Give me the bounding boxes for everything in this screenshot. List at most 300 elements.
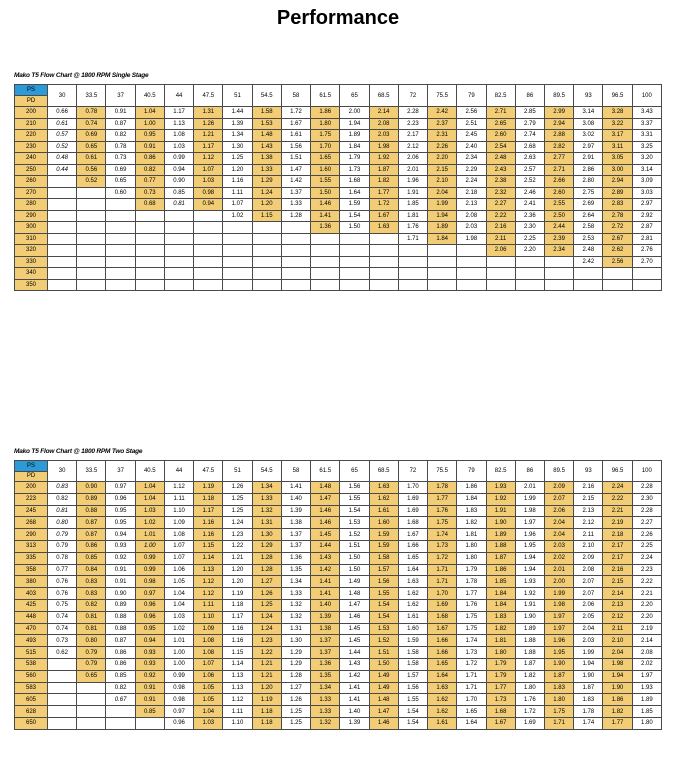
flow-value-cell: 0.86: [77, 540, 106, 552]
flow-value-cell: 1.88: [515, 647, 544, 659]
flow-value-cell: [632, 268, 661, 280]
flow-value-cell: 1.91: [486, 505, 515, 517]
flow-value-cell: 1.88: [486, 540, 515, 552]
ps-pd-corner-cell: [15, 85, 48, 107]
flow-value-cell: 1.80: [515, 682, 544, 694]
flow-value-cell: 3.37: [632, 118, 661, 130]
pd-label: PD: [15, 96, 47, 106]
flow-value-cell: 1.87: [486, 552, 515, 564]
flow-value-cell: 1.02: [223, 210, 252, 222]
pd-value-cell: 605: [15, 694, 48, 706]
flow-value-cell: 0.77: [48, 564, 77, 576]
flow-value-cell: 0.94: [106, 529, 135, 541]
flow-value-cell: 1.39: [281, 505, 310, 517]
ps-column-header: 30: [48, 85, 77, 107]
flow-value-cell: 1.84: [340, 141, 369, 153]
flow-value-cell: [135, 233, 164, 245]
flow-value-cell: 1.84: [486, 599, 515, 611]
flow-value-cell: 1.58: [398, 647, 427, 659]
flow-value-cell: 1.72: [515, 706, 544, 718]
flow-value-cell: 1.12: [194, 576, 223, 588]
flow-value-cell: [311, 279, 340, 291]
flow-value-cell: 1.70: [398, 482, 427, 494]
flow-value-cell: 1.03: [164, 611, 193, 623]
flow-value-cell: 2.18: [457, 187, 486, 199]
flow-value-cell: [281, 233, 310, 245]
flow-value-cell: 1.54: [369, 611, 398, 623]
flow-value-cell: [77, 245, 106, 257]
flow-value-cell: [48, 682, 77, 694]
flow-value-cell: 1.75: [457, 611, 486, 623]
flow-value-cell: 0.62: [48, 647, 77, 659]
flow-value-cell: 1.09: [164, 517, 193, 529]
flow-value-cell: 1.13: [223, 670, 252, 682]
two-stage-flow-table: [14, 460, 662, 730]
flow-value-cell: 1.05: [194, 694, 223, 706]
flow-value-cell: 2.11: [574, 529, 603, 541]
flow-value-cell: 0.88: [77, 505, 106, 517]
flow-value-cell: 2.08: [574, 564, 603, 576]
flow-value-cell: [486, 268, 515, 280]
flow-value-cell: [164, 210, 193, 222]
flow-value-cell: 1.11: [223, 187, 252, 199]
flow-value-cell: [486, 279, 515, 291]
flow-value-cell: 2.89: [603, 187, 632, 199]
flow-value-cell: [428, 268, 457, 280]
page-title: Performance: [276, 7, 400, 29]
flow-value-cell: 2.60: [486, 130, 515, 142]
pd-value-cell: 223: [15, 493, 48, 505]
table-row: [15, 199, 662, 211]
flow-value-cell: 2.16: [603, 564, 632, 576]
flow-value-cell: 0.85: [77, 552, 106, 564]
flow-value-cell: [515, 279, 544, 291]
flow-value-cell: 1.26: [281, 694, 310, 706]
flow-value-cell: 1.23: [223, 529, 252, 541]
flow-value-cell: 1.25: [223, 153, 252, 165]
pd-value-cell: 330: [15, 256, 48, 268]
flow-value-cell: 1.59: [369, 529, 398, 541]
pd-label: PD: [15, 472, 47, 482]
flow-value-cell: 1.90: [515, 611, 544, 623]
flow-value-cell: 2.15: [603, 576, 632, 588]
flow-value-cell: [48, 268, 77, 280]
flow-value-cell: 2.10: [603, 635, 632, 647]
flow-value-cell: 1.15: [223, 647, 252, 659]
flow-value-cell: 0.93: [135, 658, 164, 670]
flow-value-cell: 1.15: [194, 540, 223, 552]
flow-value-cell: [311, 256, 340, 268]
flow-value-cell: 1.64: [340, 187, 369, 199]
flow-value-cell: 2.00: [544, 576, 573, 588]
flow-value-cell: 1.41: [311, 576, 340, 588]
flow-value-cell: 1.94: [515, 552, 544, 564]
flow-value-cell: 1.36: [311, 222, 340, 234]
flow-value-cell: [369, 233, 398, 245]
flow-value-cell: 1.98: [369, 141, 398, 153]
flow-value-cell: 1.83: [486, 611, 515, 623]
flow-value-cell: 1.63: [398, 576, 427, 588]
flow-value-cell: 1.67: [398, 529, 427, 541]
flow-value-cell: [48, 176, 77, 188]
flow-value-cell: 0.57: [48, 130, 77, 142]
flow-value-cell: 1.60: [398, 623, 427, 635]
flow-value-cell: 1.25: [252, 599, 281, 611]
flow-value-cell: 1.04: [164, 599, 193, 611]
flow-value-cell: 2.12: [574, 517, 603, 529]
flow-value-cell: 3.17: [603, 130, 632, 142]
flow-value-cell: 1.20: [252, 199, 281, 211]
flow-value-cell: 0.83: [77, 576, 106, 588]
flow-value-cell: [48, 694, 77, 706]
flow-value-cell: 1.98: [515, 505, 544, 517]
flow-value-cell: 0.56: [77, 164, 106, 176]
flow-value-cell: 2.68: [515, 141, 544, 153]
flow-value-cell: 1.35: [281, 564, 310, 576]
flow-value-cell: 1.12: [164, 482, 193, 494]
flow-value-cell: 1.73: [457, 647, 486, 659]
flow-value-cell: 1.12: [223, 694, 252, 706]
flow-value-cell: 0.97: [135, 588, 164, 600]
flow-value-cell: 1.44: [311, 540, 340, 552]
flow-value-cell: 2.40: [457, 141, 486, 153]
flow-value-cell: 0.98: [135, 576, 164, 588]
flow-value-cell: 1.84: [428, 233, 457, 245]
flow-value-cell: 1.36: [281, 552, 310, 564]
flow-value-cell: [106, 199, 135, 211]
flow-value-cell: 2.87: [632, 222, 661, 234]
flow-value-cell: [223, 233, 252, 245]
flow-value-cell: 1.65: [457, 706, 486, 718]
flow-value-cell: 2.06: [574, 599, 603, 611]
flow-value-cell: 0.98: [164, 682, 193, 694]
flow-value-cell: 2.69: [574, 199, 603, 211]
flow-value-cell: 1.18: [252, 717, 281, 729]
flow-value-cell: 2.27: [632, 517, 661, 529]
flow-value-cell: 1.46: [311, 199, 340, 211]
flow-value-cell: 1.41: [281, 482, 310, 494]
flow-value-cell: 1.86: [486, 564, 515, 576]
flow-value-cell: 3.31: [632, 130, 661, 142]
flow-value-cell: 1.70: [311, 141, 340, 153]
flow-value-cell: 2.02: [632, 658, 661, 670]
flow-value-cell: 1.73: [340, 164, 369, 176]
flow-value-cell: 0.87: [77, 529, 106, 541]
flow-value-cell: 1.39: [223, 118, 252, 130]
flow-value-cell: 2.42: [428, 107, 457, 119]
flow-value-cell: 2.42: [574, 256, 603, 268]
flow-value-cell: 2.25: [515, 233, 544, 245]
flow-value-cell: 1.07: [194, 658, 223, 670]
ps-column-header: 40.5: [135, 85, 164, 107]
flow-value-cell: 0.96: [164, 717, 193, 729]
flow-value-cell: 2.37: [428, 118, 457, 130]
ps-column-header: 75.5: [428, 461, 457, 482]
flow-value-cell: 1.77: [369, 187, 398, 199]
flow-value-cell: 1.75: [428, 517, 457, 529]
flow-value-cell: 1.76: [428, 505, 457, 517]
flow-value-cell: [428, 279, 457, 291]
flow-value-cell: 1.06: [164, 564, 193, 576]
flow-value-cell: [77, 199, 106, 211]
flow-value-cell: 1.45: [340, 623, 369, 635]
flow-value-cell: 1.11: [164, 493, 193, 505]
flow-value-cell: 1.64: [398, 564, 427, 576]
ps-column-header: 44: [164, 461, 193, 482]
flow-value-cell: [48, 187, 77, 199]
flow-value-cell: 1.10: [164, 505, 193, 517]
flow-value-cell: 2.17: [603, 540, 632, 552]
flow-value-cell: 1.28: [252, 564, 281, 576]
flow-value-cell: 2.16: [574, 482, 603, 494]
flow-value-cell: 0.99: [164, 153, 193, 165]
flow-value-cell: 1.53: [252, 118, 281, 130]
flow-value-cell: 0.96: [135, 599, 164, 611]
flow-value-cell: 2.54: [486, 141, 515, 153]
flow-value-cell: 2.14: [632, 635, 661, 647]
flow-value-cell: 1.71: [457, 670, 486, 682]
flow-value-cell: 1.94: [603, 670, 632, 682]
flow-value-cell: 0.81: [48, 505, 77, 517]
flow-value-cell: 1.38: [252, 153, 281, 165]
flow-value-cell: [48, 222, 77, 234]
flow-value-cell: 1.52: [340, 529, 369, 541]
flow-value-cell: 2.39: [544, 233, 573, 245]
flow-value-cell: 2.53: [574, 233, 603, 245]
flow-value-cell: 1.67: [486, 717, 515, 729]
flow-value-cell: 1.56: [369, 576, 398, 588]
flow-value-cell: 0.83: [77, 588, 106, 600]
pd-value-cell: 515: [15, 647, 48, 659]
flow-value-cell: [311, 268, 340, 280]
flow-value-cell: 2.58: [574, 222, 603, 234]
pd-value-cell: 470: [15, 623, 48, 635]
flow-value-cell: [252, 245, 281, 257]
flow-value-cell: 0.93: [106, 540, 135, 552]
flow-value-cell: 1.89: [632, 694, 661, 706]
flow-value-cell: [252, 256, 281, 268]
flow-value-cell: 1.33: [252, 493, 281, 505]
flow-value-cell: 1.05: [164, 576, 193, 588]
flow-value-cell: [369, 245, 398, 257]
flow-value-cell: [457, 245, 486, 257]
flow-value-cell: 1.03: [164, 141, 193, 153]
flow-value-cell: 2.04: [428, 187, 457, 199]
flow-value-cell: 0.76: [48, 588, 77, 600]
flow-value-cell: 1.22: [252, 647, 281, 659]
flow-value-cell: [135, 279, 164, 291]
flow-value-cell: 1.93: [486, 482, 515, 494]
flow-value-cell: 1.46: [369, 717, 398, 729]
flow-value-cell: 1.22: [223, 540, 252, 552]
flow-value-cell: 1.96: [398, 176, 427, 188]
flow-value-cell: 1.00: [135, 118, 164, 130]
flow-value-cell: 0.89: [106, 599, 135, 611]
flow-value-cell: 2.72: [603, 222, 632, 234]
flow-value-cell: 1.68: [428, 611, 457, 623]
flow-value-cell: 0.74: [48, 611, 77, 623]
flow-value-cell: 1.07: [164, 540, 193, 552]
flow-value-cell: 2.67: [603, 233, 632, 245]
flow-value-cell: 0.78: [77, 107, 106, 119]
flow-value-cell: 2.97: [632, 199, 661, 211]
flow-value-cell: 2.13: [574, 505, 603, 517]
flow-value-cell: 1.38: [311, 623, 340, 635]
flow-value-cell: 1.58: [398, 658, 427, 670]
table-row: [15, 176, 662, 188]
flow-value-cell: 1.39: [340, 717, 369, 729]
flow-value-cell: [486, 256, 515, 268]
flow-value-cell: 2.15: [428, 164, 457, 176]
flow-value-cell: 1.48: [252, 130, 281, 142]
flow-value-cell: 2.76: [632, 245, 661, 257]
flow-value-cell: 1.21: [194, 130, 223, 142]
flow-value-cell: 1.62: [428, 694, 457, 706]
table-row: [15, 164, 662, 176]
flow-value-cell: 1.05: [194, 682, 223, 694]
pd-value-cell: 270: [15, 187, 48, 199]
flow-value-cell: 0.83: [48, 482, 77, 494]
flow-value-cell: 0.65: [106, 176, 135, 188]
flow-value-cell: 1.69: [428, 599, 457, 611]
flow-value-cell: 2.74: [515, 130, 544, 142]
flow-value-cell: 2.30: [515, 222, 544, 234]
flow-value-cell: 3.09: [632, 176, 661, 188]
flow-value-cell: [164, 256, 193, 268]
flow-value-cell: 1.51: [281, 153, 310, 165]
table-row: [15, 623, 662, 635]
table-row: [15, 107, 662, 119]
flow-value-cell: 1.46: [311, 517, 340, 529]
flow-value-cell: 2.22: [603, 493, 632, 505]
flow-value-cell: [281, 279, 310, 291]
flow-value-cell: 1.59: [340, 199, 369, 211]
flow-value-cell: 1.31: [281, 623, 310, 635]
flow-value-cell: 1.16: [194, 529, 223, 541]
flow-value-cell: 2.08: [632, 647, 661, 659]
flow-value-cell: [48, 706, 77, 718]
flow-value-cell: 2.31: [428, 130, 457, 142]
table-row: [15, 529, 662, 541]
flow-value-cell: [48, 279, 77, 291]
ps-column-header: 100: [632, 85, 661, 107]
flow-value-cell: 1.17: [223, 611, 252, 623]
pd-value-cell: 280: [15, 199, 48, 211]
flow-value-cell: 1.43: [252, 141, 281, 153]
flow-value-cell: 3.14: [574, 107, 603, 119]
flow-value-cell: 0.73: [135, 187, 164, 199]
flow-value-cell: 2.44: [544, 222, 573, 234]
flow-value-cell: 0.92: [135, 670, 164, 682]
flow-value-cell: 1.96: [515, 529, 544, 541]
table-row: [15, 706, 662, 718]
flow-value-cell: 2.06: [486, 245, 515, 257]
flow-value-cell: 0.86: [106, 658, 135, 670]
flow-value-cell: 1.90: [574, 670, 603, 682]
flow-value-cell: 0.95: [135, 623, 164, 635]
flow-value-cell: [515, 256, 544, 268]
single-stage-flow-table: [14, 84, 662, 291]
flow-value-cell: [281, 268, 310, 280]
flow-value-cell: [194, 222, 223, 234]
flow-value-cell: 1.34: [281, 576, 310, 588]
flow-value-cell: 1.27: [252, 576, 281, 588]
flow-value-cell: 1.78: [574, 706, 603, 718]
flow-value-cell: 1.71: [544, 717, 573, 729]
flow-value-cell: [223, 222, 252, 234]
flow-value-cell: 0.87: [106, 118, 135, 130]
flow-value-cell: 0.80: [48, 517, 77, 529]
flow-value-cell: 1.25: [281, 706, 310, 718]
flow-value-cell: [48, 670, 77, 682]
flow-value-cell: 2.24: [632, 552, 661, 564]
flow-value-cell: 1.58: [252, 107, 281, 119]
flow-value-cell: 1.94: [428, 210, 457, 222]
flow-value-cell: 1.39: [311, 611, 340, 623]
flow-value-cell: 3.14: [632, 164, 661, 176]
flow-value-cell: 2.45: [457, 130, 486, 142]
flow-value-cell: 1.88: [515, 635, 544, 647]
flow-value-cell: 1.82: [603, 706, 632, 718]
flow-value-cell: 1.37: [281, 540, 310, 552]
flow-value-cell: 1.24: [252, 187, 281, 199]
flow-value-cell: 0.87: [77, 517, 106, 529]
flow-value-cell: 2.28: [398, 107, 427, 119]
flow-value-cell: 1.94: [574, 658, 603, 670]
flow-value-cell: 2.48: [574, 245, 603, 257]
flow-value-cell: 1.26: [252, 588, 281, 600]
flow-value-cell: [632, 279, 661, 291]
table-row: [15, 635, 662, 647]
flow-value-cell: [223, 245, 252, 257]
flow-value-cell: [77, 187, 106, 199]
flow-value-cell: 1.69: [515, 717, 544, 729]
flow-value-cell: 2.62: [603, 245, 632, 257]
flow-value-cell: 2.46: [515, 187, 544, 199]
flow-value-cell: 2.30: [632, 493, 661, 505]
table-row: [15, 717, 662, 729]
flow-value-cell: 1.51: [369, 647, 398, 659]
flow-value-cell: 1.50: [340, 564, 369, 576]
ps-column-header: 86: [515, 85, 544, 107]
flow-value-cell: 1.63: [369, 222, 398, 234]
flow-value-cell: 2.08: [457, 210, 486, 222]
ps-column-header: 72: [398, 85, 427, 107]
flow-value-cell: 1.54: [398, 706, 427, 718]
flow-value-cell: [398, 245, 427, 257]
flow-value-cell: 2.50: [544, 210, 573, 222]
flow-value-cell: 2.09: [544, 482, 573, 494]
flow-value-cell: [106, 717, 135, 729]
flow-value-cell: 1.64: [428, 670, 457, 682]
flow-value-cell: 2.17: [398, 130, 427, 142]
flow-value-cell: 1.20: [252, 682, 281, 694]
flow-value-cell: 0.75: [48, 599, 77, 611]
flow-value-cell: 1.50: [311, 187, 340, 199]
flow-value-cell: 1.47: [281, 164, 310, 176]
pd-value-cell: 628: [15, 706, 48, 718]
flow-value-cell: 1.73: [428, 540, 457, 552]
flow-value-cell: 3.02: [574, 130, 603, 142]
flow-value-cell: 1.71: [428, 576, 457, 588]
ps-column-header: 96.5: [603, 85, 632, 107]
flow-value-cell: 3.05: [603, 153, 632, 165]
flow-value-cell: [311, 233, 340, 245]
flow-value-cell: 2.86: [574, 164, 603, 176]
flow-value-cell: 0.61: [77, 153, 106, 165]
flow-value-cell: 2.25: [632, 540, 661, 552]
flow-value-cell: 2.23: [398, 118, 427, 130]
